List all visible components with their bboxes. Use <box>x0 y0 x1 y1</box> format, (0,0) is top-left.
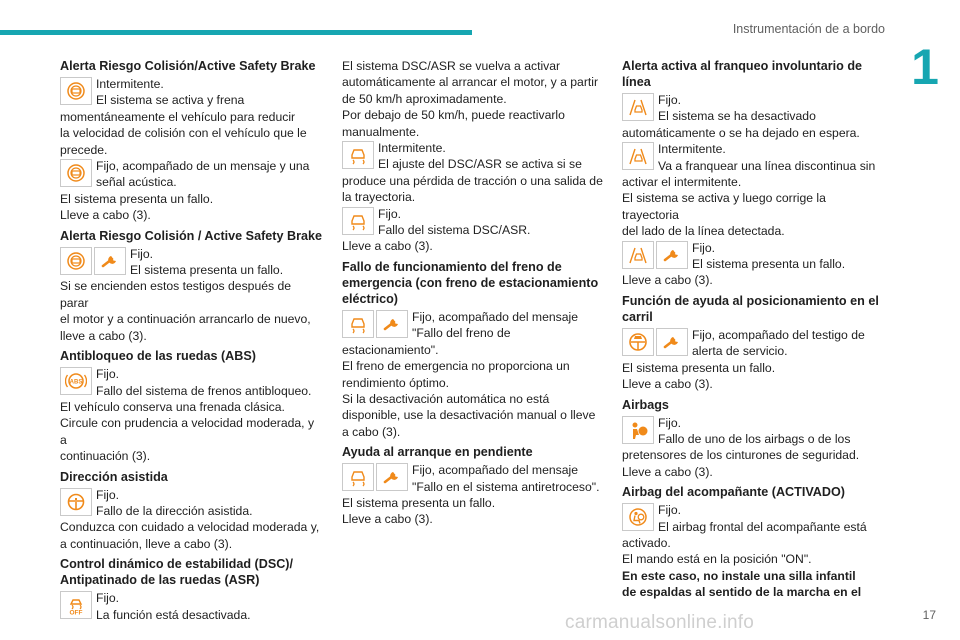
entry-text-line: Fijo. <box>658 415 682 430</box>
section-heading: Alerta Riesgo Colisión/Active Safety Brake <box>60 59 316 73</box>
entry-text-line: pretensores de los cinturones de seguridad. <box>622 448 860 463</box>
entry-text-line: automáticamente o se ha dejado en espera. <box>622 125 860 140</box>
entry-text-line: de espaldas al sentido de la marcha en el <box>622 585 862 600</box>
entry-text-line: Intermitente. <box>378 141 446 156</box>
lane-departure-icon <box>622 142 654 170</box>
indicator-icons <box>622 142 654 170</box>
section-heading: Dirección asistida <box>60 469 168 484</box>
column-1 <box>60 58 322 623</box>
skid-car-icon <box>342 463 374 491</box>
entry-text-line: Fijo, acompañado del mensaje <box>412 309 578 324</box>
section-heading: Antibloqueo de las ruedas (ABS) <box>60 349 256 364</box>
entry-text-line: Fijo. <box>658 93 682 107</box>
warning-entry <box>342 58 604 140</box>
watermark: carmanualsonline.info <box>565 612 755 633</box>
entry-text-line: Fallo del sistema DSC/ASR. <box>378 223 531 238</box>
entry-text-line: de 50 km/h aproximadamente. <box>342 91 507 106</box>
entry-text-line: Lleve a cabo (3). <box>342 512 433 527</box>
entry-text-line: lleve a cabo (3). <box>60 328 147 343</box>
entry-text-line: precede. <box>60 142 108 157</box>
column-2 <box>342 58 604 528</box>
indicator-icons <box>342 310 408 338</box>
entry-text-line: rendimiento óptimo. <box>342 375 450 390</box>
entry-text-line: Conduzca con cuidado a velocidad moderada y, <box>60 520 320 535</box>
entry-text-line: El sistema presenta un fallo. <box>622 360 776 375</box>
dsc-off-icon <box>60 591 92 619</box>
skid-car-icon <box>342 207 374 235</box>
indicator-icons <box>622 328 688 356</box>
collision-alert-icon <box>60 247 92 275</box>
wrench-icon <box>376 310 408 338</box>
warning-entry <box>60 158 322 224</box>
entry-text-line: produce una pérdida de tracción o una salida de <box>342 173 603 188</box>
warning-entry <box>342 140 604 206</box>
entry-text-line: El sistema se ha desactivado <box>658 109 816 124</box>
entry-text-line: señal acústica. <box>96 175 177 190</box>
wrench-icon <box>376 463 408 491</box>
wrench-icon <box>656 241 688 269</box>
steering-wheel-icon <box>60 488 92 516</box>
entry-text-line: Fijo. <box>96 591 120 606</box>
warning-entry <box>342 206 604 255</box>
svg-text:ABS: ABS <box>69 379 83 386</box>
entry-text-line: Va a franquear una línea discontinua sin <box>658 158 876 173</box>
entry-text-line: Lleve a cabo (3). <box>622 377 713 392</box>
entry-text-line: En este caso, no instale una silla infantil <box>622 568 856 583</box>
entry-text-line: activar el intermitente. <box>622 175 742 190</box>
wrench-icon <box>656 328 688 356</box>
entry-text-line: Lleve a cabo (3). <box>60 208 151 223</box>
entry-text-line: Si se encienden estos testigos después de parar <box>60 279 292 310</box>
entry-text-line: momentáneamente el vehículo para reducir <box>60 109 296 124</box>
indicator-icons <box>60 367 92 395</box>
warning-entry <box>622 92 884 141</box>
indicator-icons <box>60 591 92 619</box>
indicator-icons <box>60 488 92 516</box>
entry-text-line: El sistema DSC/ASR se vuelva a activar <box>342 59 561 73</box>
section-heading: Ayuda al arranque en pendiente <box>342 445 533 460</box>
entry-text-line: Fijo, acompañado del mensaje <box>412 463 578 478</box>
entry-text-line: "Fallo del freno de <box>412 326 511 341</box>
indicator-icons <box>622 93 654 121</box>
entry-text-line: "Fallo en el sistema antiretroceso". <box>412 479 600 494</box>
warning-entry <box>60 366 322 464</box>
entry-text-line: Fijo. <box>378 206 402 221</box>
indicator-icons <box>60 247 126 275</box>
entry-text-line: Lleve a cabo (3). <box>622 273 713 288</box>
entry-text-line: El freno de emergencia no proporciona un <box>342 359 570 374</box>
warning-entry <box>622 327 884 393</box>
entry-text-line: la velocidad de colisión con el vehículo que le <box>60 126 307 141</box>
entry-text-line: Fallo del sistema de frenos antibloqueo. <box>96 383 312 398</box>
warning-entry <box>60 487 322 553</box>
warning-entry <box>622 415 884 481</box>
warning-entry <box>60 590 322 623</box>
entry-text-line: disponible, use la desactivación manual o lleve <box>342 408 596 423</box>
abs-icon <box>60 367 92 395</box>
entry-text-line: El sistema presenta un fallo. <box>342 495 496 510</box>
warning-entry <box>622 141 884 239</box>
entry-text-line: El mando está en la posición "ON". <box>622 552 812 567</box>
indicator-icons <box>342 141 374 169</box>
entry-text-line: El sistema se activa y frena <box>96 93 245 108</box>
indicator-icons <box>342 207 374 235</box>
page-header-title: Instrumentación de a bordo <box>732 22 885 36</box>
entry-text-line: Fijo, acompañado de un mensaje y una <box>96 159 310 174</box>
entry-text-line: a cabo (3). <box>342 424 401 439</box>
entry-text-line: El sistema se activa y luego corrige la trayectoria <box>622 191 826 222</box>
entry-text-line: Intermitente. <box>96 77 164 91</box>
entry-text-line: Fijo, acompañado del testigo de <box>692 327 865 342</box>
entry-text-line: Fallo de uno de los airbags o de los <box>658 431 851 446</box>
entry-text-line: Lleve a cabo (3). <box>622 464 713 479</box>
entry-text-line: El ajuste del DSC/ASR se activa si se <box>378 157 582 172</box>
entry-text-line: Fijo. <box>96 487 120 502</box>
skid-car-icon <box>342 310 374 338</box>
entry-text-line: La función está desactivada. <box>96 607 251 622</box>
lane-steering-icon <box>622 328 654 356</box>
warning-entry <box>342 309 604 440</box>
warning-entry <box>622 240 884 289</box>
collision-alert-icon <box>60 159 92 187</box>
section-heading: Fallo de funcionamiento del freno de emergencia (con freno de estacionamiento eléctrico) <box>342 259 599 306</box>
warning-entry <box>622 502 884 600</box>
indicator-icons <box>622 241 688 269</box>
indicator-icons <box>622 503 654 531</box>
entry-text-line: Circule con prudencia a velocidad moderada, y a <box>60 416 315 447</box>
wrench-icon <box>94 247 126 275</box>
section-heading: Alerta activa al franqueo involuntario de línea <box>622 59 863 89</box>
entry-text-line: Por debajo de 50 km/h, puede reactivarlo <box>342 108 565 123</box>
skid-car-icon <box>342 141 374 169</box>
column-3 <box>622 58 884 601</box>
entry-text-line: activado. <box>622 535 671 550</box>
entry-text-line: El sistema presenta un fallo. <box>130 263 284 278</box>
entry-text-line: el motor y a continuación arrancarlo de nuevo, <box>60 312 311 327</box>
entry-text-line: El sistema presenta un fallo. <box>692 257 846 272</box>
entry-text-line: continuación (3). <box>60 449 151 464</box>
section-heading: Alerta Riesgo Colisión / Active Safety Brake <box>60 228 322 243</box>
entry-text-line: Intermitente. <box>658 142 726 157</box>
entry-text-line: la trayectoria. <box>342 190 416 205</box>
airbag-icon <box>622 416 654 444</box>
lane-departure-icon <box>622 241 654 269</box>
entry-text-line: El airbag frontal del acompañante está <box>658 519 867 534</box>
chapter-number: 1 <box>911 39 939 95</box>
entry-text-line: manualmente. <box>342 124 420 139</box>
lane-departure-icon <box>622 93 654 121</box>
entry-text-line: estacionamiento". <box>342 342 439 357</box>
passenger-airbag-on-icon <box>622 503 654 531</box>
entry-text-line: Fallo de la dirección asistida. <box>96 503 253 518</box>
warning-entry <box>60 246 322 344</box>
entry-text-line: Fijo. <box>692 240 716 255</box>
indicator-icons <box>60 159 92 187</box>
warning-entry <box>342 462 604 528</box>
entry-text-line: del lado de la línea detectada. <box>622 224 785 239</box>
section-heading: Airbag del acompañante (ACTIVADO) <box>622 485 845 500</box>
page-number: 17 <box>922 608 936 622</box>
svg-text:OFF: OFF <box>69 609 83 616</box>
entry-text-line: alerta de servicio. <box>692 344 788 359</box>
entry-text-line: Si la desactivación automática no está <box>342 391 550 406</box>
entry-text-line: Fijo. <box>130 246 154 261</box>
header-accent-bar <box>0 30 472 35</box>
entry-text-line: El vehículo conserva una frenada clásica. <box>60 399 285 414</box>
section-heading: Airbags <box>622 397 669 412</box>
section-heading: Función de ayuda al posicionamiento en el carril <box>622 293 879 324</box>
indicator-icons <box>60 77 92 105</box>
entry-text-line: Fijo. <box>658 503 682 518</box>
entry-text-line: El sistema presenta un fallo. <box>60 191 214 206</box>
warning-entry <box>60 76 322 158</box>
section-heading: Control dinámico de estabilidad (DSC)/ Antipatinado de las ruedas (ASR) <box>60 557 294 588</box>
entry-text-line: a continuación, lleve a cabo (3). <box>60 536 233 551</box>
entry-text-line: Lleve a cabo (3). <box>342 239 433 254</box>
entry-text-line: Fijo. <box>96 367 120 382</box>
collision-alert-icon <box>60 77 92 105</box>
indicator-icons <box>622 416 654 444</box>
entry-text-line: automáticamente al arrancar el motor, y a partir <box>342 75 599 90</box>
indicator-icons <box>342 463 408 491</box>
